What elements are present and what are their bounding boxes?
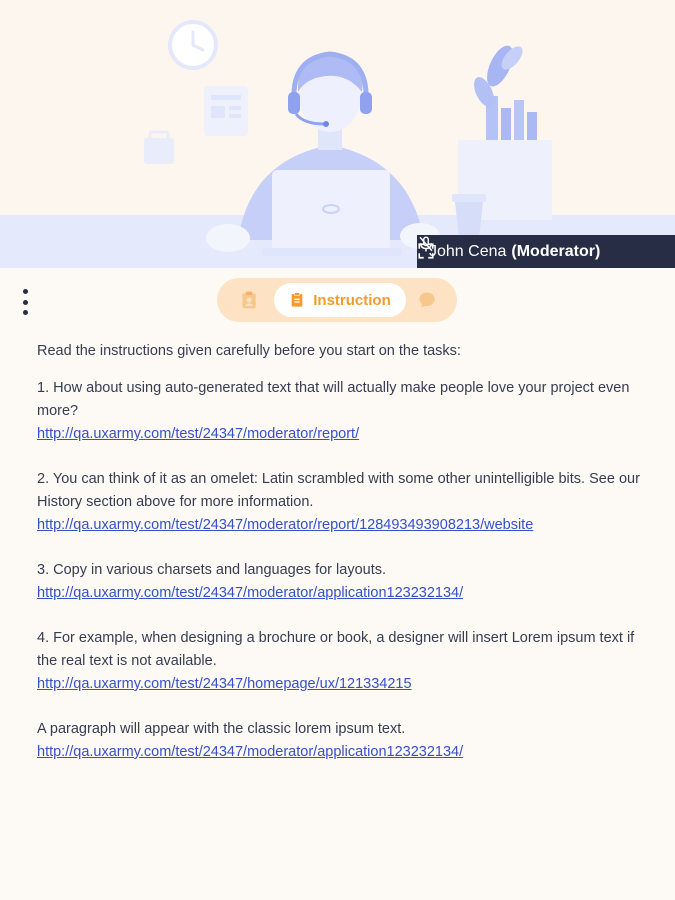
tab-instruction-label: Instruction [313, 291, 391, 309]
instruction-link[interactable]: http://qa.uxarmy.com/test/24347/moderator/report/ [37, 426, 360, 442]
plant-illustration [458, 42, 552, 220]
video-illustration [0, 0, 675, 268]
kebab-menu-icon[interactable] [19, 289, 31, 315]
poster-illustration [204, 86, 248, 136]
participant-name-bar [417, 235, 675, 268]
document-icon [289, 292, 305, 308]
instruction-text: A paragraph will appear with the classic lorem ipsum text. [37, 721, 406, 737]
tab-instruction[interactable] [274, 283, 406, 317]
instruction-text: 4. For example, when designing a brochure or book, a designer will insert Lorem ipsum text if the real text is not available. [37, 630, 635, 669]
instruction-text: 1. How about using auto-generated text that will actually make people love your project even more? [37, 380, 630, 419]
instruction-item [37, 627, 647, 696]
instruction-link[interactable]: http://qa.uxarmy.com/test/24347/moderator/application123232134/ [37, 744, 464, 760]
tab-chat-bubble-icon[interactable] [417, 290, 437, 310]
tab-tasks-clipboard-person-icon[interactable] [239, 290, 259, 310]
instruction-link[interactable]: http://qa.uxarmy.com/test/24347/moderator/application123232134/ [37, 585, 464, 601]
instructions-intro: Read the instructions given carefully before you start on the tasks: [37, 343, 461, 359]
instruction-text: 2. You can think of it as an omelet: Latin scrambled with some other unintelligible bits. See our History section above for more information. [37, 471, 640, 510]
instruction-item [37, 718, 647, 764]
participant-name: John Cena [429, 242, 507, 260]
clock-icon [170, 22, 216, 68]
instructions-panel [37, 340, 647, 786]
participant-role: (Moderator) [511, 242, 601, 260]
instruction-item [37, 377, 647, 446]
instruction-link[interactable]: http://qa.uxarmy.com/test/24347/homepage/ux/121334215 [37, 676, 412, 692]
fullscreen-icon[interactable] [417, 242, 435, 260]
laptop-illustration [262, 170, 402, 256]
panel-tabs [217, 278, 457, 322]
instruction-item [37, 559, 647, 605]
instruction-text: 3. Copy in various charsets and languages for layouts. [37, 562, 387, 578]
instruction-item [37, 468, 647, 537]
video-tile[interactable] [0, 0, 675, 268]
instruction-link[interactable]: http://qa.uxarmy.com/test/24347/moderator/report/128493493908213/website [37, 517, 534, 533]
